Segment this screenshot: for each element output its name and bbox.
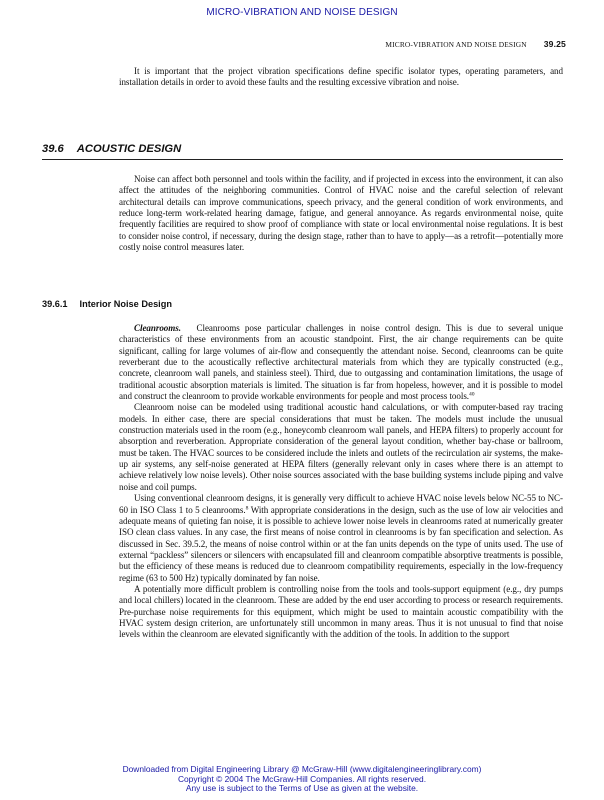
subsection-heading [42, 299, 172, 309]
section-divider [42, 159, 563, 160]
page-number: 39.25 [543, 39, 566, 49]
modeling-paragraph: Cleanroom noise can be modeled using traditional acoustic hand calculations, or with computer-based ray tracing models. In either case, there are special considerations that must be taken. The models must include the unusual construction materials used in the room (e.g., honeycomb cleanroom wall panels, and HEPA filters) to properly account for absorption and reverberation. Appropriate consideration of the general layout condition, whether bay-chase or ballroom, must be taken. The HVAC sources to be considered include the inlets and outlets of the recirculation air systems, the make-up air systems, any self-noise generated at HEPA filters (generally relevant only in cases where there is an attempt to achieve relatively low noise levels). Other noise sources associated with the base building systems include piping and valve noise and coil pumps. [119, 402, 563, 492]
download-banner: MICRO-VIBRATION AND NOISE DESIGN [206, 7, 398, 18]
cleanrooms-paragraph [119, 323, 563, 402]
acoustic-paragraph-block [119, 174, 563, 253]
acoustic-paragraph: Noise can affect both personnel and tools within the facility, and if projected in excess into the environment, it can also affect the attitudes of the neighboring communities. Control of HVAC noise and the careful selection of relevant architectural details can improve communications, speech privacy, and the general condition of work environments, and reduce long-term work-related hearing damage, fatigue, and general annoyance. As regards environmental noise, quite frequently facilities are required to show proof of compliance with state or local environmental noise regulations. It is best to consider noise control, if necessary, during the design stage, rather than to have to apply—as a retrofit—potentially more costly noise control measures later. [119, 174, 563, 253]
subsection-title: Interior Noise Design [79, 299, 172, 309]
section-heading [42, 143, 181, 155]
tools-noise-paragraph: A potentially more difficult problem is controlling noise from the tools and tools-support equipment (e.g., dry pumps and local chillers) located in the cleanroom. These are added by the end user according to process or research requirements. Pre-purchase noise requirements for this equipment, which might be used to maintain acoustic compatibility with the HVAC system design criterion, are unfortunately still uncommon in many areas. Thus it is not unusual to find that noise levels within the cleanroom are elevated significantly with the addition of the tools. In addition to the support [119, 583, 563, 640]
copyright-footer [0, 765, 604, 794]
hvac-noise-text-b: With appropriate considerations in the design, such as the use of low air velocities and adequate means of quieting fan noise, it is possible to achieve lower noise levels in cleanrooms rated at numerically greater ISO clean class values. In any case, the first means of noise control in cleanrooms is by fan specification and selection. As discussed in Sec. 39.5.2, the means of noise control within or at the fan units depends on the type of units used. The use of external “packless” silencers or silencers with encapsulated fill and cleanroom compatible absorptive treatments is possible, but the efficiency of these means is reduced due to cleanroom compatibility requirements, especially in the low-frequency regime (63 to 500 Hz) typically dominated by fan noise. [119, 504, 563, 583]
footer-download-link[interactable]: Downloaded from Digital Engineering Library @ McGraw-Hill (www.digitalengineeringlibrary.com) [122, 764, 482, 774]
cleanrooms-run-in-head: Cleanrooms. [134, 323, 181, 333]
cleanrooms-text: Cleanrooms pose particular challenges in noise control design. This is due to several unique characteristics of these environments from an acoustic standpoint. First, the air change requirements can be quite significant, calling for large volumes of air-flow and consequently the attendant noise. Second, cleanrooms can be quite reverberant due to the acoustically reflective architectural materials from which they are typically constructed (e.g., concrete, cleanroom wall panels, and stainless steel). Third, due to outgassing and contamination limitations, the usage of traditional acoustic absorption materials is limited. The situation is far from hopeless, however, and it is possible to model and construct the cleanroom to provide workable environments for people and most process tools. [119, 323, 563, 402]
running-head [385, 39, 566, 49]
section-number: 39.6 [42, 143, 64, 155]
footer-terms[interactable]: Any use is subject to the Terms of Use as given at the website. [185, 783, 419, 794]
footer-copyright: Copyright © 2004 The McGraw-Hill Companies. All rights reserved. [177, 773, 427, 784]
intro-paragraph: It is important that the project vibration specifications define specific isolator types, operating parameters, and installation details in order to avoid these faults and the resulting excessive vibration and noise. [119, 66, 563, 88]
section-title: ACOUSTIC DESIGN [76, 143, 182, 155]
hvac-noise-text-a: Using conventional cleanroom designs, it is generally very difficult to achieve HVAC noise levels below NC-55 to NC-60 in ISO Class 1 to 5 cleanrooms. [119, 493, 563, 515]
running-head-title: MICRO-VIBRATION AND NOISE DESIGN [385, 40, 527, 49]
intro-paragraph-block [119, 66, 563, 89]
subsection-number: 39.6.1 [42, 299, 68, 309]
hvac-noise-paragraph [119, 493, 563, 584]
reference-40: 40 [469, 391, 475, 398]
reference-8: 8 [245, 505, 249, 512]
interior-noise-body [119, 323, 563, 641]
